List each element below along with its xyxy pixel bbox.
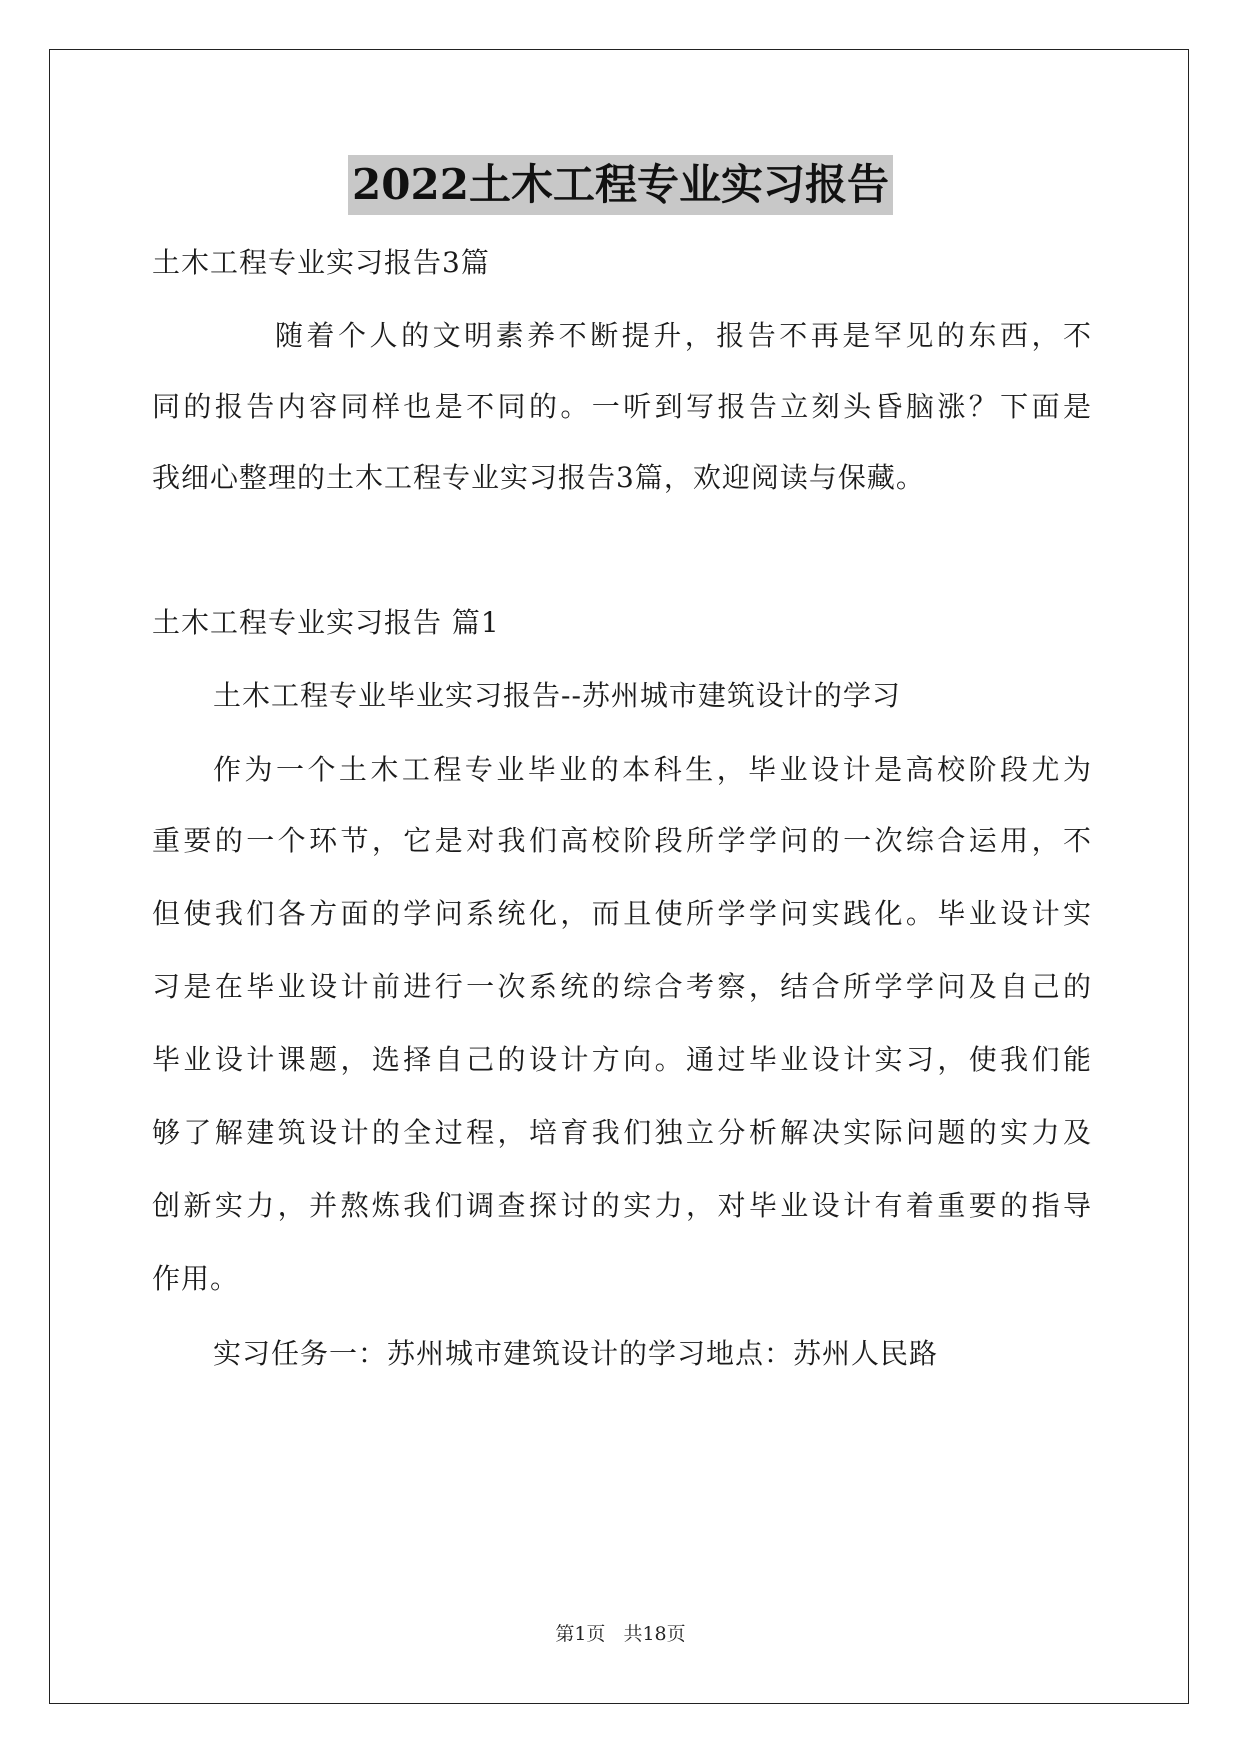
body-line-6: 够了解建筑设计的全过程，培育我们独立分析解决实际问题的实力及: [152, 1116, 1092, 1149]
body-line-7: 创新实力，并熬炼我们调查探讨的实力，对毕业设计有着重要的指导: [152, 1189, 1092, 1222]
body-line-3: 但使我们各方面的学问系统化，而且使所学学问实践化。毕业设计实: [152, 897, 1092, 930]
intro-line-3: 我细心整理的土木工程专业实习报告3篇，欢迎阅读与保藏。: [152, 461, 925, 494]
page-footer: [0, 1622, 1241, 1646]
body-line-4: 习是在毕业设计前进行一次系统的综合考察，结合所学学问及自己的: [152, 970, 1092, 1003]
body-line-2: 重要的一个环节，它是对我们高校阶段所学学问的一次综合运用，不: [152, 824, 1092, 857]
title-container: [0, 155, 1241, 215]
body-line-8: 作用。: [152, 1262, 240, 1295]
page-number: 第1页: [555, 1623, 606, 1645]
document-subtitle: 土木工程专业实习报告3篇: [152, 246, 490, 279]
section-title: 土木工程专业毕业实习报告--苏州城市建筑设计的学习: [213, 679, 901, 712]
intro-line-1: 随着个人的文明素养不断提升，报告不再是罕见的东西，不: [275, 319, 1092, 352]
body-line-5: 毕业设计课题，选择自己的设计方向。通过毕业设计实习，使我们能: [152, 1043, 1092, 1076]
intro-line-2: 同的报告内容同样也是不同的。一听到写报告立刻头昏脑涨？下面是: [152, 390, 1092, 423]
section-heading: 土木工程专业实习报告 篇1: [152, 606, 500, 639]
document-title: 2022土木工程专业实习报告: [348, 155, 893, 215]
task-line: 实习任务一：苏州城市建筑设计的学习地点：苏州人民路: [213, 1337, 939, 1370]
body-line-1: 作为一个土木工程专业毕业的本科生，毕业设计是高校阶段尤为: [213, 753, 1092, 786]
page-total: 共18页: [623, 1623, 686, 1645]
page-border: [49, 49, 1189, 1704]
